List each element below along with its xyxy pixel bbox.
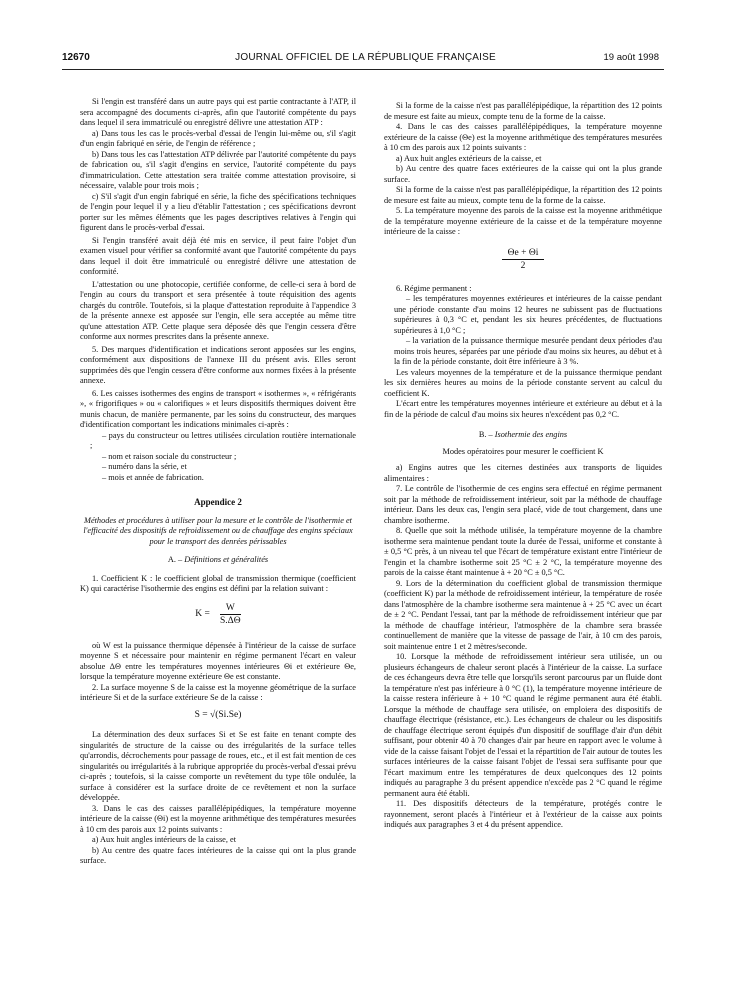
section-heading [384, 430, 662, 441]
paragraph: 11. Des dispositifs détecteurs de la température, protégés contre le rayonnement, seront placés à l'intérieur et à l'extérieur de la caisse aux points indiqués aux paragraphes 3 et 4 du présent appendice. [384, 799, 662, 829]
paragraph: 2. La surface moyenne S de la caisse est la moyenne géométrique de la surface intérieure Si et de la surface extérieure Se de la caisse : [80, 682, 356, 702]
numerator: W [220, 603, 241, 616]
paragraph: a) Aux huit angles extérieurs de la caisse, et [396, 153, 542, 163]
formula-lhs: K = [195, 609, 210, 620]
paragraph: 3. Dans le cas des caisses parallélépipédiques, la température moyenne intérieure de la caisse (Θi) est la moyenne arithmétique des températures mesurées à 10 cm des parois aux 12 points suivants : [80, 803, 356, 834]
paragraph: 10. Lorsque la méthode de refroidissement intérieur sera utilisée, un ou plusieurs échangeurs de chaleur seront placés à l'intérieur de la caisse. La surface de ces échangeurs devra être telle que lorsqu'ils seront parcourus par un fluide dont la température n'est pas inférieure à 0 °C (1), la température moyenne intérieure de la caisse restera inférieure à + 10 °C quand le régime permanent aura été établi. Lorsque la méthode de chauffage sera utilisée, on emploiera des dispositifs de chauffage électrique (résistance, etc.). Les échangeurs de chaleur ou les dispositifs de chauffage électrique seront équipés d'un dispositif de soufflage d'air d'un débit suffisant, pour obtenir 40 à 70 changes d'air par heure en rapport avec le volume à vide de la caisse faisant l'objet de l'essai et la répartition de l'air autour de toutes les surfaces intérieures de la caisse faisant l'objet de l'essai sera suffisante pour que l'écart maximum entre les températures de deux quelconques des 12 points indiqués au paragraphe 3 du présent appendice n'excède pas 2 °C quand le régime permanent aura été établi. [384, 652, 662, 798]
left-column [80, 97, 356, 867]
paragraph: a) Aux huit angles intérieurs de la caisse, et [92, 835, 236, 844]
appendix-subtitle: Méthodes et procédures à utiliser pour la mesure et le contrôle de l'isothermie et l'efficacité des dispositifs de refroidissement ou de chauffage des engins spéciaux pour le transport des denrées périssables [83, 515, 353, 546]
paragraph: 5. Des marques d'identification et indications seront apposées sur les engins, conformément aux dispositions de l'annexe III du présent avis. Elles seront supprimées dès que l'engin cessera d'être conforme aux normes fixées à la présente annexe. [80, 344, 356, 385]
list-item: – nom et raison sociale du constructeur ; [102, 451, 237, 461]
appendix-title: Appendice 2 [194, 497, 242, 507]
list-item: – la variation de la puissance thermique mesurée pendant deux périodes d'au moins trois heures, séparées par une période d'au moins six heures, au début et à la fin de la période constante, doit être inférieure à 3 %. [394, 336, 662, 366]
page-number: 12670 [62, 52, 90, 63]
paragraph: Si l'engin transféré avait déjà été mis en service, il peut faire l'objet d'un examen visuel pour vérifier sa conformité avant que l'autorité compétente du pays dans lequel il doit être immatriculé ou enregistré délivre une attestation de conformité. [80, 235, 356, 276]
list-item: – numéro dans la série, et [102, 462, 187, 471]
paragraph: L'attestation ou une photocopie, certifiée conforme, de celle-ci sera à bord de l'engin au cours du transport et sera présentée à toute réquisition des agents chargés du contrôle. Toutefois, si la plaque d'attestation reproduite à l'appendice 3 de la présente annexe est apposée sur l'engin, elle sera acceptée au même titre qu'une attestation ATP. Cette plaque sera déposée dès que l'engin cessera d'être conforme aux normes prescrites dans la présente annexe. [80, 279, 356, 341]
page-header [0, 52, 731, 68]
paragraph: a) Engins autres que les citernes destinées aux transports de liquides alimentaires : [384, 463, 662, 483]
fraction [502, 248, 545, 272]
paragraph: Si la forme de la caisse n'est pas parallélépipédique, la répartition des 12 points de mesure est faite au mieux, compte tenu de la forme de la caisse. [384, 185, 662, 205]
paragraph: a) Dans tous les cas le procès-verbal d'essai de l'engin lui-même ou, s'il s'agit d'un engin fabriqué en série, de l'engin de référence ; [80, 128, 356, 148]
paragraph: L'écart entre les températures moyennes intérieure et extérieure au début et à la fin de la période de calcul d'au moins six heures n'excédent pas 0,2 °C. [384, 399, 662, 419]
journal-title: JOURNAL OFFICIEL DE LA RÉPUBLIQUE FRANÇAISE [235, 52, 496, 63]
paragraph: Si l'engin est transféré dans un autre pays qui est partie contractante à l'ATP, il sera accompagné des documents ci-après, afin que l'autorité compétente du pays dans lequel il sera immatriculé ou enregistré délivre une attestation ATP : [80, 97, 356, 127]
section-heading [80, 555, 356, 566]
numerator: Θe + Θi [502, 248, 545, 261]
paragraph: 5. La température moyenne des parois de la caisse est la moyenne arithmétique de la température moyenne extérieure de la caisse et de la température moyenne intérieure de la caisse : [384, 206, 662, 236]
section-prefix: B. – [478, 430, 493, 439]
paragraph: 8. Quelle que soit la méthode utilisée, la température moyenne de la chambre isotherme sera maintenue pendant toute la durée de l'essai, uniforme et constante à ± 0,5 °C près, à un niveau tel que l'écart de température existant entre l'intérieur de l'engin et la chambre isotherme soit 25 °C ± 2 °C, la température moyenne des parois de la caisse étant maintenue à + 20 °C ± 0,5 °C. [384, 526, 662, 577]
paragraph: c) S'il s'agit d'un engin fabriqué en série, la fiche des spécifications techniques de l'engin pour lequel il y a lieu d'établir l'attestation ; ces spécifications devront porter sur les mêmes éléments que les pages descriptives relatives à l'engin qui figurent dans le procès-verbal d'essai. [80, 191, 356, 232]
fraction [220, 603, 241, 627]
formula-s: S = √(Si.Se) [194, 709, 242, 720]
paragraph: b) Au centre des quatre faces intérieures de la caisse qui ont la plus grande surface. [80, 845, 356, 865]
section-prefix: A. – [167, 555, 183, 564]
paragraph: 4. Dans le cas des caisses parallélépipédiques, la température moyenne extérieure de la caisse (Θe) est la moyenne arithmétique des températures mesurées à 10 cm des parois aux 12 points suivants : [384, 122, 662, 152]
right-column [384, 101, 662, 831]
list-item: – pays du constructeur ou lettres utilisées circulation routière internationale ; [90, 430, 356, 450]
paragraph: 6. Les caisses isothermes des engins de transport « isothermes », « réfrigérants », « frigorifiques » ou « calorifiques » et leurs dispositifs thermiques doivent être munis chacun, de manière permanente, par les soins du constructeur, des marques d'identification comportant les indications minimales ci-après : [80, 388, 356, 429]
paragraph: 9. Lors de la détermination du coefficient global de transmission thermique (coefficient K) par la méthode de refroidissement intérieur, la température de rosée dans l'atmosphère de la chambre isotherme sera maintenue à + 25 °C avec un écart de ± 2 °C. Pendant l'essai, tant par la méthode de refroidissement intérieur que par la méthode de chauffage intérieur, l'atmosphère de la chambre sera brassée continuellement de manière que la vitesse de passage de l'air, à 10 cm des parois, soit maintenue entre 1 et 2 mètres/seconde. [384, 578, 662, 651]
formula-k [80, 603, 356, 627]
paragraph: Les valeurs moyennes de la température et de la puissance thermique pendant les six dernières heures au moins de la période constante servent au calcul du coefficient K. [384, 367, 662, 398]
section-title: Définitions et généralités [184, 555, 269, 564]
publication-date: 19 août 1998 [603, 52, 659, 63]
list-item: – les températures moyennes extérieures et intérieures de la caisse pendant une période constante d'au moins 12 heures ne subissent pas de fluctuations supérieures à 0,3 °C et, pendant les six heures précédentes, de fluctuations supérieures à 1,0 °C ; [394, 294, 662, 335]
paragraph: Si la forme de la caisse n'est pas parallélépipédique, la répartition des 12 points de mesure est faite au mieux, compte tenu de la forme de la caisse. [384, 101, 662, 121]
section-subtitle: Modes opératoires pour mesurer le coefficient K [442, 446, 604, 456]
list-item: – mois et année de fabrication. [102, 472, 204, 482]
paragraph: 6. Régime permanent : [396, 283, 472, 293]
paragraph: 1. Coefficient K : le coefficient global de transmission thermique (coefficient K) qui caractérise l'isothermie des engins est défini par la relation suivant : [80, 573, 356, 593]
header-rule [62, 69, 664, 70]
paragraph: b) Au centre des quatre faces extérieures de la caisse qui ont la plus grande surface. [384, 164, 662, 184]
formula-mean [384, 248, 662, 272]
section-title: Isothermie des engins [494, 430, 568, 439]
denominator: 2 [520, 261, 526, 271]
paragraph: b) Dans tous les cas l'attestation ATP délivrée par l'autorité compétente du pays de fabrication ou, s'il s'agit d'engins en service, l'autorité compétente du pays d'immatriculation. Cette attestation sera traitée comme attestation provisoire, si nécessaire, valable pour trois mois ; [80, 149, 356, 190]
paragraph: La détermination des deux surfaces Si et Se est faite en tenant compte des singularités de structure de la caisse ou des irrégularités de la surface telles qu'arrondis, décrochements pour passage de roues, etc., et il est fait mention de ces singularités ou irrégularités à la rubrique appropriée du procès-verbal d'essai prévu ci-après ; toutefois, si la caisse comporte un revêtement du type tôle ondulée, la surface à considérer est la surface droite de ce revêtement et non la surface développée. [80, 730, 356, 802]
paragraph: 7. Le contrôle de l'isothermie de ces engins sera effectué en régime permanent soit par la méthode de refroidissement intérieur, soit par la méthode de chauffage intérieur. Dans les deux cas, l'engin sera placé, vide de tout chargement, dans une chambre isotherme. [384, 484, 662, 525]
paragraph: où W est la puissance thermique dépensée à l'intérieur de la caisse de surface moyenne S et nécessaire pour maintenir en régime permanent l'écart en valeur absolue ΔΘ entre les températures moyennes intérieures Θi et extérieure Θe, lorsque la température moyenne extérieure Θe est constante. [80, 640, 356, 681]
denominator: S.ΔΘ [219, 616, 241, 626]
